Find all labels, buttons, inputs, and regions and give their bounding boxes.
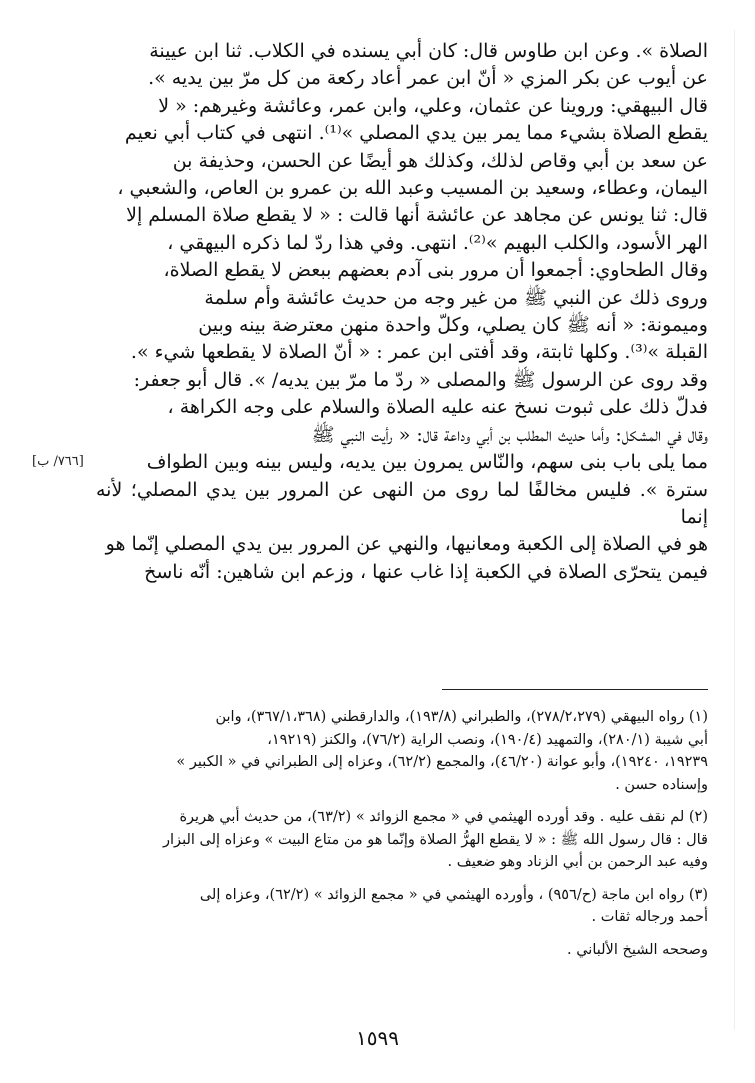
- body-line: عن سعد بن أبي وقاص لذلك، وكذلك هو أيضًا عن الحسن، وحذيفة بن: [172, 149, 708, 172]
- footnote-line: قال : قال رسول الله ﷺ : « لا يقطع الهرُّ الصلاة وإنّما هو من متاع البيت » وعزاه إلى البزار: [163, 831, 708, 848]
- footnotes: [96, 706, 708, 971]
- footnote-line: (٢) لم نقف عليه . وقد أورده الهيثمي في « مجمع الزوائد » (٦٣/٢)، من حديث أبي هريرة: [179, 809, 708, 825]
- body-line: القبلة »⁽³⁾. وكلها ثابتة، وقد أفتى ابن عمر : « أنّ الصلاة لا يقطعها شيء ».: [130, 341, 708, 364]
- footnote-line: أحمد ورجاله ثقات .: [591, 909, 708, 925]
- footnote-separator: [442, 689, 708, 690]
- footnote-line: ١٩٢٣٩، ١٩٢٤٠)، وأبو عوانة (٤٦/٢٠)، والمجمع (٦٢/٢)، وعزاه إلى الطبراني في « الكبير »: [176, 754, 708, 770]
- footnote-line: وإسناده حسن .: [615, 776, 708, 793]
- footnote-line: وفيه عبد الرحمن بن أبي الزناد وهو ضعيف .: [447, 854, 708, 870]
- footnote-1: [96, 706, 708, 796]
- body-line: سترة ». فليس مخالفًا لما روى من النهى عن المرور بين يدي المصلي؛ لأنه إنما: [96, 478, 708, 528]
- body-line: وميمونة: « أنه ﷺ كان يصلي، وكلّ واحدة منهن معترضة بينه وبين: [198, 314, 708, 337]
- body-line: قال البيهقي: وروينا عن عثمان، وعلي، وابن عمر، وعائشة وغيرهم: « لا: [158, 94, 708, 117]
- body-line: يقطع الصلاة بشيء مما يمر بين يدي المصلي »⁽¹⁾. انتهى في كتاب أبي نعيم: [124, 122, 708, 145]
- body-line: فيمن يتحرّى الصلاة في الكعبة إذا غاب عنها ، وزعم ابن شاهين: أنّه ناسخ: [144, 560, 708, 583]
- page-number: ١٥٩٩: [356, 1026, 399, 1050]
- body-line: مما يلى باب بنى سهم، والنّاس يمرون بين يديه، وليس بينه وبين الطواف: [146, 451, 708, 474]
- footnote-line: وصححه الشيخ الألباني .: [567, 941, 708, 958]
- body-line: فدلّ ذلك على ثبوت نسخ عنه عليه الصلاة والسلام على وجه الكراهة ،: [167, 396, 708, 419]
- body-line: اليمان، وعطاء، وسعيد بن المسيب وعبد الله بن عمرو بن العاص، والشعبي ،: [117, 177, 708, 200]
- footnote-line: (٣) رواه ابن ماجة (ح/٩٥٦) ، وأورده الهيثمي في « مجمع الزوائد » (٦٢/٢)، وعزاه إلى: [199, 886, 708, 903]
- body-line: الصلاة ». وعن ابن طاوس قال: كان أبي يسنده في الكلاب. ثنا ابن عيينة: [149, 40, 708, 62]
- body-line: وقد روى عن الرسول ﷺ والمصلى « ردّ ما مرّ بين يديه/ ». قال أبو جعفر:: [133, 368, 708, 391]
- body-line: وقال الطحاوي: أجمعوا أن مرور بنى آدم بعضهم ببعض لا يقطع الصلاة،: [163, 259, 708, 282]
- body-line: الهر الأسود، والكلب البهيم »⁽²⁾. انتهى. وفي هذا ردّ لما ذكره البيهقي ،: [167, 231, 708, 254]
- page-edge-shadow: [734, 30, 735, 1030]
- footnote-2: [96, 806, 708, 874]
- body-line: وقال في المشكل: وأما حديث المطلب بن أبي وداعة قال: « رأيت النبي ﷺ: [311, 423, 708, 446]
- body-line: قال: ثنا يونس عن مجاهد عن عائشة أنها قالت : « لا يقطع صلاة المسلم إلا: [126, 204, 708, 227]
- body-line: وروى ذلك عن النبي ﷺ من غير وجه من حديث عائشة وأم سلمة: [204, 286, 708, 309]
- main-text: [96, 38, 708, 586]
- footnote-line: أبي شيبة (٢٨٠/١)، والتمهيد (١٩٠/٤)، ونصب الراية (٧٦/٢)، والكنز (١٩٢١٩،: [267, 731, 708, 748]
- footnote-line: (١) رواه البيهقي (٢٧٨/٢،٢٧٩)، والطبراني (١٩٣/٨)، والدارقطني (٣٦٧/١،٣٦٨)، وابن: [215, 709, 708, 725]
- footnote-continuation: [96, 939, 708, 962]
- footnote-3: [96, 884, 708, 929]
- body-line: عن أيوب عن بكر المزي « أنّ ابن عمر أعاد ركعة من كل مرّ بين يديه ».: [148, 67, 708, 90]
- body-line: هو في الصلاة إلى الكعبة ومعانيها، والنهي عن المرور بين يدي المصلي إنّما هو: [105, 533, 708, 556]
- manuscript-folio-note: [٧٦٦/ ب]: [32, 454, 84, 469]
